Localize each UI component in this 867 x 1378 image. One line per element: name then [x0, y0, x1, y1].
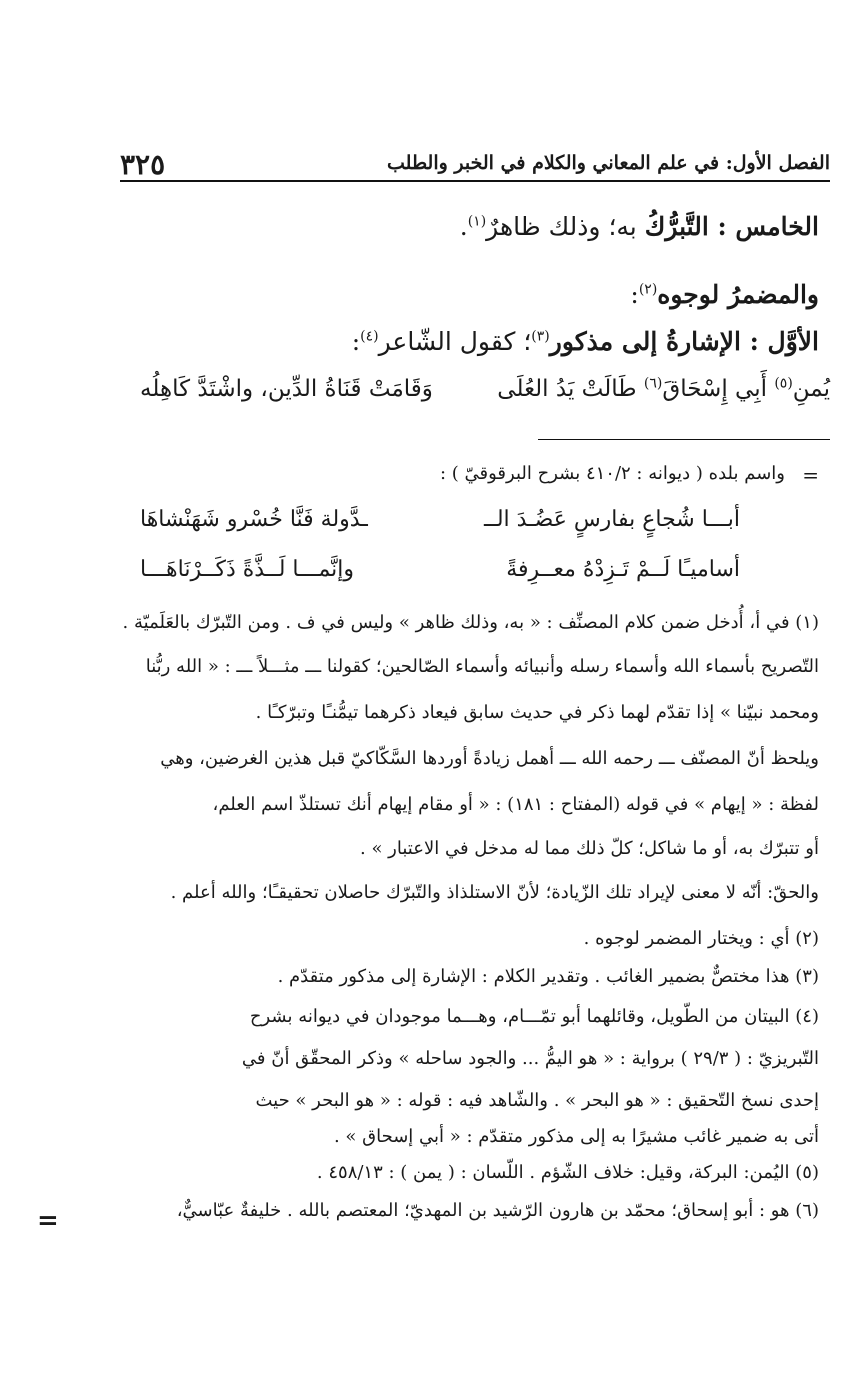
poetry-verse: [140, 376, 830, 416]
running-header: [120, 148, 830, 184]
footnote-ref[interactable]: (٣): [531, 328, 550, 345]
body-line-pronoun: والمضمرُ لوجوه$^{(٢)}$:: [630, 280, 819, 309]
body-line-fifth: الخامس : التَّبرُّكُ به؛ وذلك ظاهرٌ$^{(١)}$.: [459, 212, 819, 241]
footnote-4-line: إحدى نسخ التّحقيق : « هو البحر » . والشّاهد فيه : قوله : « هو البحر » حيث: [255, 1090, 819, 1111]
continuation-marker: =: [37, 1206, 59, 1236]
footnote-6: (٦) هو : أبو إسحاق؛ محمّد بن هارون الرّشيد بن المهديّ؛ المعتصم بالله . خليفةٌ عبّاسيٌّ،: [176, 1200, 819, 1221]
body-line-first: الأوَّل : الإشارةُ إلى مذكور$^{(٣)}$؛ كقول الشّاعر$^{(٤)}$:: [351, 327, 819, 356]
verse-second-hemistich: وَقَامَتْ قَنَاةُ الدِّين، واشْتَدَّ كَاهِلُه: [140, 376, 433, 402]
page-number: ٣٢٥: [120, 148, 166, 181]
footnote-1-line: أو تتبرّك به، أو ما شاكل؛ كلّ ذلك مما له مدخل في الاعتبار » .: [360, 838, 819, 859]
footnote-3: (٣) هذا مختصٌّ بضمير الغائب . وتقدير الكلام : الإشارة إلى مذكور متقدّم .: [277, 966, 819, 987]
footnote-4-line: التّبريزيّ : ( ٢٩/٣ ) برواية : « هو اليمُّ ... والجود ساحله » وذكر المحقّق أنّ في: [241, 1048, 819, 1069]
pronoun-heading: والمضمرُ لوجوه: [657, 280, 819, 309]
footnote-1-line: التّصريح بأسماء الله وأسماء رسله وأنبيائه وأسماء الصّالحين؛ كقولنا ـــ مثـــلاً ـــ : « الله ربُّنا: [145, 656, 819, 677]
footnote-4-line: أتى به ضمير غائب مشيرًا به إلى مذكور متقدّم : « أبي إسحاق » .: [333, 1126, 819, 1147]
footnote-4-line: (٤) البيتان من الطّويل، وقائلهما أبو تمّـــام، وهـــما موجودان في ديوانه بشرح: [249, 1006, 819, 1027]
first-text: ؛ كقول الشّاعر: [378, 327, 532, 356]
continuation-marker: =: [802, 463, 819, 487]
fifth-text: به؛ وذلك ظاهرٌ: [486, 212, 645, 241]
footnote-1-line: ويلحظ أنّ المصنّف ـــ رحمه الله ـــ أهمل زيادةً أوردها السَّكّاكيّ قبل هذين الغرضين، وهي: [160, 748, 819, 769]
footnote-ref[interactable]: (٤): [360, 328, 379, 345]
header-rule: [120, 180, 830, 182]
footnote-1-line: والحقّ: أنّه لا معنى لإيراد تلك الزّيادة؛ لأنّ الاستلذاذ والتّبرّك حاصلان تحقيقـًا؛ والله أعلم .: [170, 882, 819, 903]
footnote-5: (٥) اليُمن: البركة، وقيل: خلاف الشّؤم . اللّسان : ( يمن ) : ٤٥٨/١٣ .: [316, 1162, 819, 1183]
footnote-1-line: لفظة : « إيهام » في قوله (المفتاح : ١٨١) : « أو مقام إيهام أنك تستلذّ اسم العلم،: [212, 794, 819, 815]
footnote-ref[interactable]: (٥): [774, 375, 793, 392]
footnote-1-line: (١) في أ، أُدخل ضمن كلام المصنِّف : « به، وذلك ظاهر » وليس في ف . ومن التّبرّك بالعَلَميّة .: [122, 612, 819, 633]
verse-first-hemistich: يُمنِ$^{(٥)}$ أَبِي إِسْحَاقَ$^{(٦)}$ طَالَتْ يَدُ العُلَى: [497, 375, 830, 402]
footnote-ref[interactable]: (٢): [638, 281, 658, 298]
footnote-verse-2: أساميـًا لَــمْ تَـزِدْهُ معــرِفةً وإنَّمـــا لَــذَّةً ذَكَــرْنَاهَـــا: [140, 557, 740, 582]
footnote-1-line: ومحمد نبيّنا » إذا تقدّم لهما ذكر في حديث سابق فيعاد ذكرهما تيمُّنـًا وتبرّكـًا .: [255, 702, 819, 723]
fifth-label: الخامس : التَّبرُّكُ: [644, 212, 819, 241]
footnote-ref[interactable]: (٦): [643, 375, 663, 392]
footnote-2: (٢) أي : ويختار المضمر لوجوه .: [583, 928, 819, 949]
footnote-separator: [538, 439, 830, 440]
chapter-title: الفصل الأول: في علم المعاني والكلام في الخبر والطلب: [387, 152, 830, 174]
footnote-continuation: واسم بلده ( ديوانه : ٤١٠/٢ بشرح البرقوقيّ ) :: [440, 463, 785, 484]
footnote-ref[interactable]: (١): [467, 213, 487, 230]
first-heading: الأوَّل : الإشارةُ إلى مذكور: [549, 327, 819, 356]
footnote-verse-1: أبـــا شُجاعٍ بفارسٍ عَضُـدَ الــ ـدَّولة فَنَّا خُسْرو شَهَنْشاهَا: [140, 507, 740, 532]
